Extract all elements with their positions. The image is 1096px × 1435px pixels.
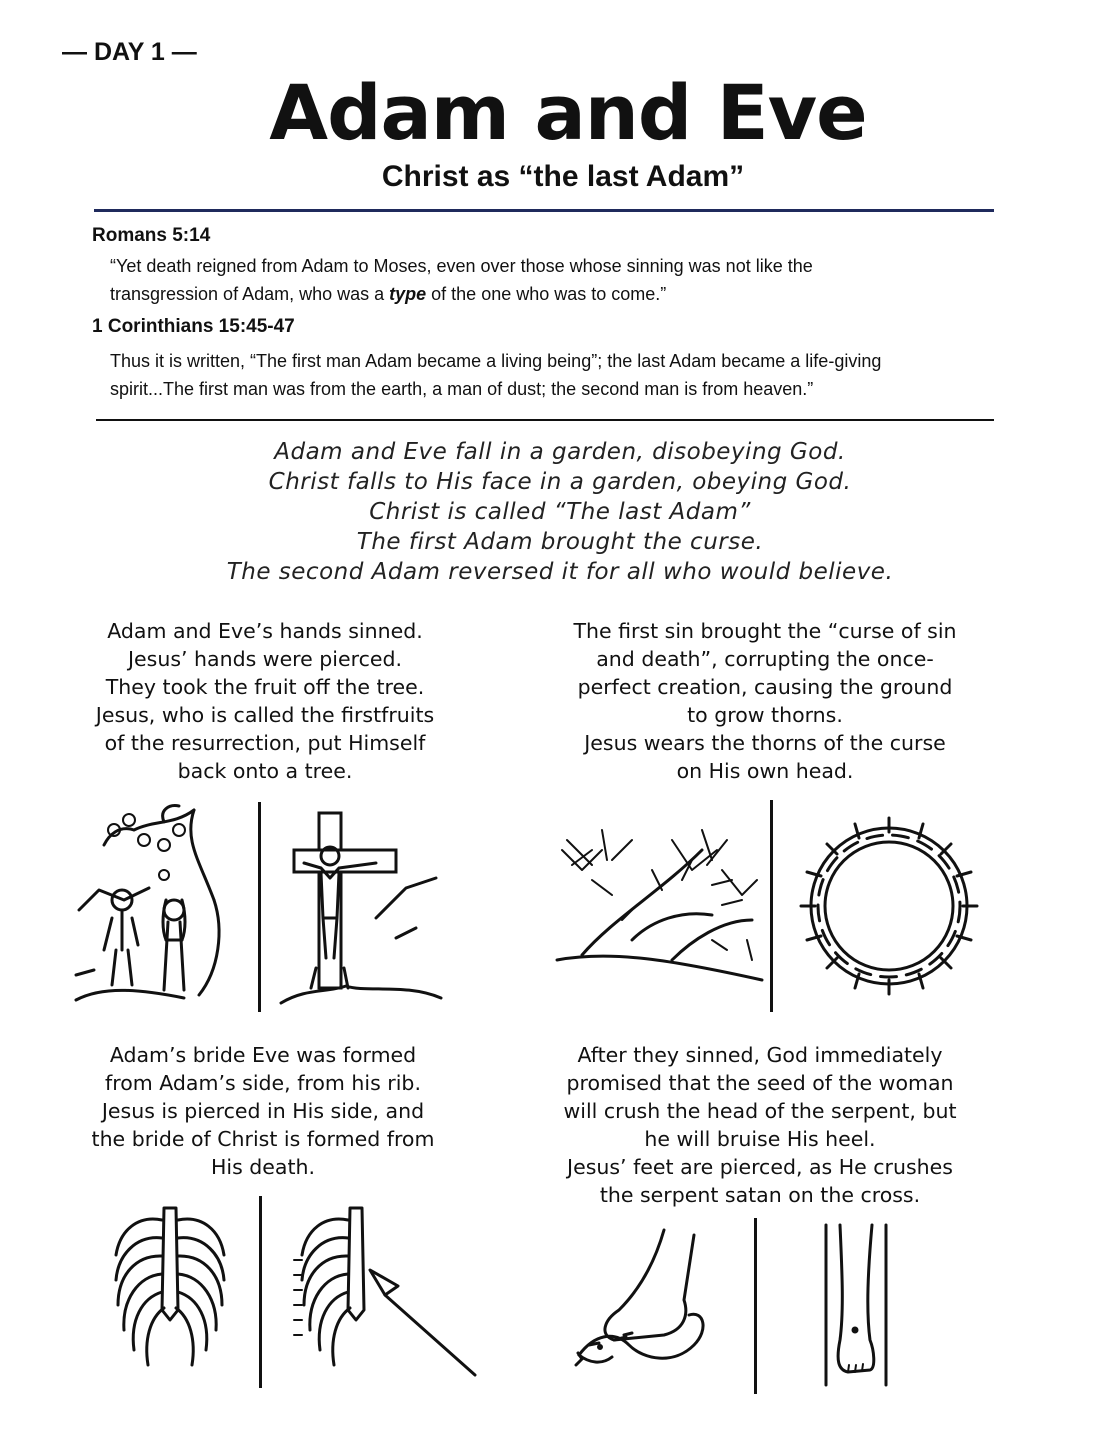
crown-of-thorns-icon [795, 812, 983, 1000]
section-line: Jesus, who is called the firstfruits [95, 703, 435, 727]
section-line: of the resurrection, put Himself [104, 731, 426, 755]
verse-line: spirit...The first man was from the earth, a man of dust; the second man is from heaven.” [110, 379, 814, 399]
verse-line: Thus it is written, “The first man Adam became a living being”; the last Adam became a life-giving [110, 351, 882, 371]
thorn-branch-icon [552, 820, 767, 1000]
illustration-divider [770, 800, 773, 1012]
poem-line: Christ falls to His face in a garden, obeying God. [268, 469, 852, 495]
section-line: promised that the seed of the woman [566, 1071, 954, 1095]
bottom-divider [96, 419, 994, 421]
illustration-divider [259, 1196, 262, 1388]
scripture-text [110, 252, 990, 308]
section-line: Jesus’ feet are pierced, as He crushes [567, 1155, 953, 1179]
day-label: — DAY 1 — [62, 38, 197, 66]
section-text-thorns [540, 617, 990, 785]
page-subtitle: Christ as “the last Adam” [381, 160, 745, 193]
verse-line: “Yet death reigned from Adam to Moses, even over those whose sinning was not like the [110, 256, 813, 276]
section-line: back onto a tree. [177, 759, 353, 783]
section-text-side [58, 1041, 468, 1181]
section-text-serpent [540, 1041, 980, 1209]
top-divider [94, 209, 994, 212]
pierced-feet-icon [818, 1220, 894, 1390]
illustration-divider [258, 802, 261, 1012]
poem-line: The first Adam brought the curse. [356, 529, 764, 555]
poem-line: The second Adam reversed it for all who would believe. [226, 559, 894, 585]
scripture-text [110, 347, 990, 403]
verse-fragment: of the one who was to come.” [426, 284, 667, 304]
section-line: will crush the head of the serpent, but [563, 1099, 957, 1123]
section-line: They took the fruit off the tree. [105, 675, 425, 699]
crucifix-icon [276, 808, 446, 1008]
section-line: the bride of Christ is formed from [91, 1127, 435, 1151]
section-line: Jesus’ hands were pierced. [128, 647, 402, 671]
poem-block [120, 437, 1000, 587]
poem-line: Christ is called “The last Adam” [369, 499, 751, 525]
section-line: The first sin brought the “curse of sin [573, 619, 957, 643]
section-line: on His own head. [676, 759, 854, 783]
rib-cage-icon [108, 1200, 232, 1380]
section-line: he will bruise His heel. [644, 1127, 876, 1151]
poem-line: Adam and Eve fall in a garden, disobeying God. [274, 439, 846, 465]
section-line: Jesus is pierced in His side, and [101, 1099, 425, 1123]
scripture-reference: Romans 5:14 [92, 225, 211, 246]
section-line: Adam’s bride Eve was formed [109, 1043, 417, 1067]
section-line: to grow thorns. [687, 703, 843, 727]
section-text-hands [60, 617, 470, 785]
section-line: His death. [210, 1155, 316, 1179]
verse-fragment: transgression of Adam, who was a [110, 284, 390, 304]
section-line: from Adam’s side, from his rib. [105, 1071, 421, 1095]
adam-eve-tree-icon [74, 800, 224, 1005]
illustration-divider [754, 1218, 757, 1394]
section-line: Adam and Eve’s hands sinned. [107, 619, 423, 643]
section-line: After they sinned, God immediately [577, 1043, 943, 1067]
page-title: Adam and Eve [269, 68, 867, 157]
section-line: the serpent satan on the cross. [599, 1183, 921, 1207]
pierced-side-spear-icon [290, 1200, 480, 1382]
scripture-reference: 1 Corinthians 15:45-47 [92, 316, 295, 337]
section-line: Jesus wears the thorns of the curse [584, 731, 946, 755]
verse-line [110, 280, 990, 308]
foot-crushing-serpent-icon [574, 1225, 724, 1370]
verse-emphasis: type [389, 284, 427, 304]
section-line: and death”, corrupting the once- [596, 647, 934, 671]
section-line: perfect creation, causing the ground [577, 675, 953, 699]
